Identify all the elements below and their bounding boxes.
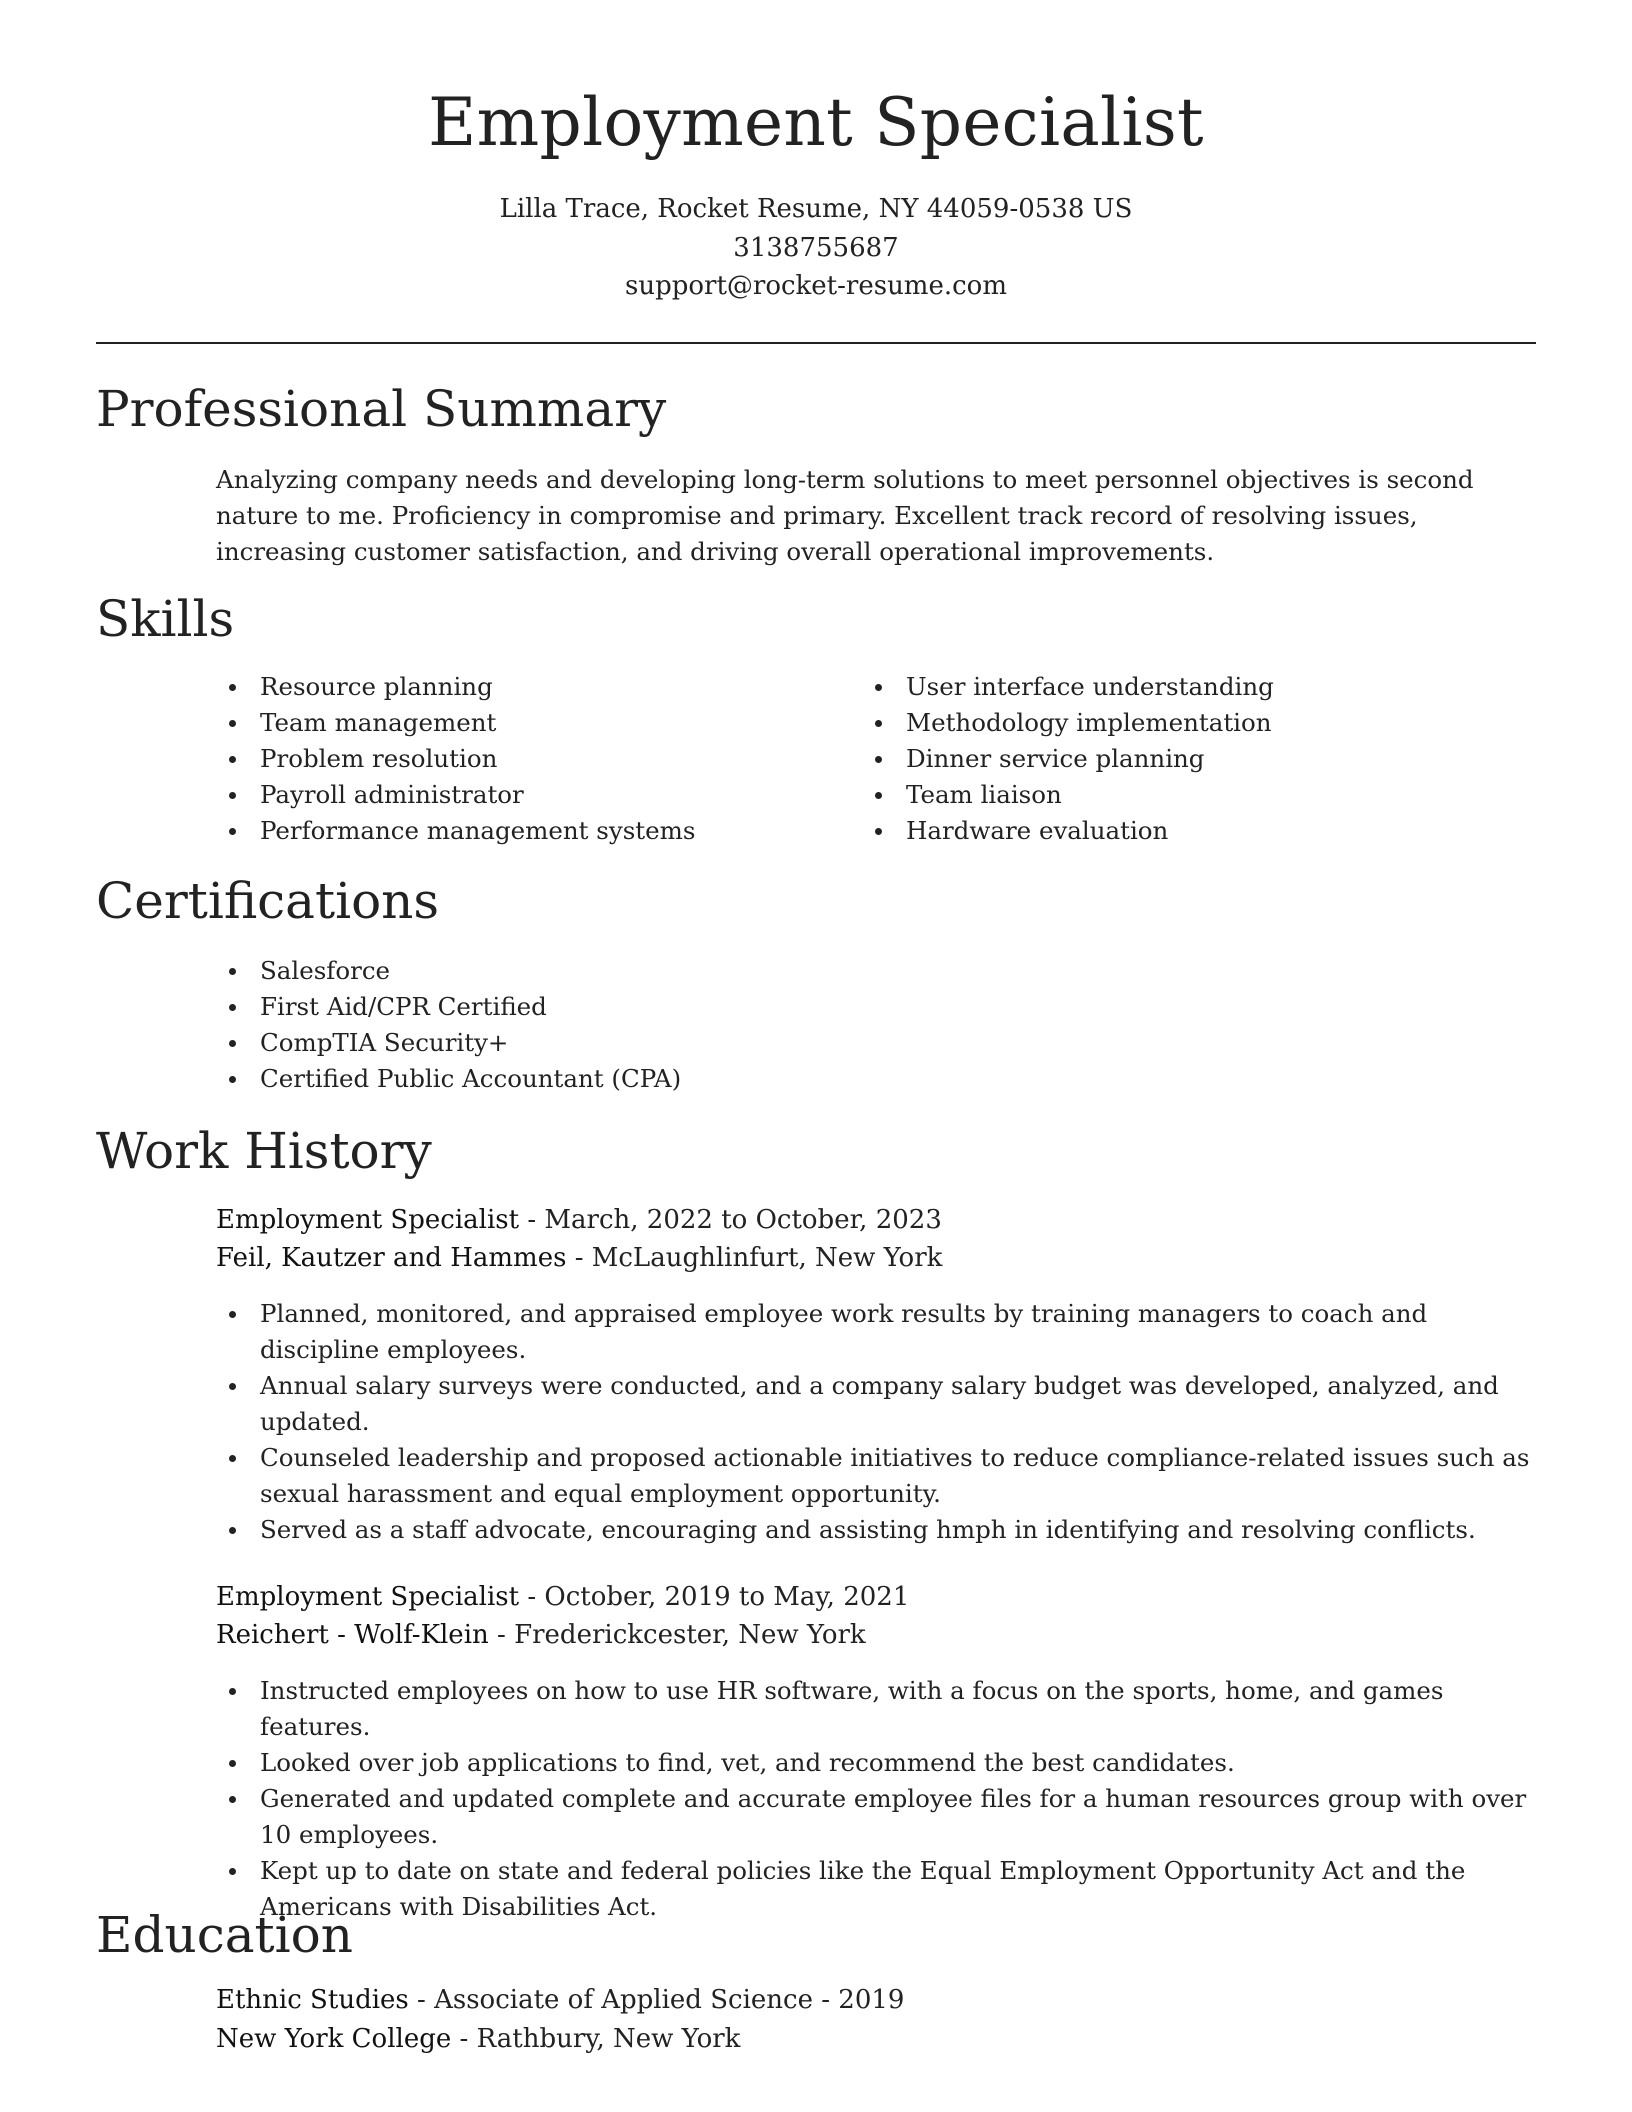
- skill-item: Payroll administrator: [216, 777, 836, 813]
- duty-item: Generated and updated complete and accurate employee files for a human resources group with over 10 employees.: [216, 1781, 1536, 1853]
- contact-phone: 3138755687: [733, 233, 899, 263]
- duty-item: Served as a staff advocate, encouraging and assisting hmph in identifying and resolving conflicts.: [216, 1512, 1536, 1548]
- skill-item: Problem resolution: [216, 741, 836, 777]
- skills-list-right: [862, 669, 1536, 849]
- job-dates: - October, 2019 to May, 2021: [519, 1582, 910, 1612]
- skill-item: Performance management systems: [216, 813, 836, 849]
- certifications-list: [216, 953, 1536, 1097]
- certification-item: Salesforce: [216, 953, 1536, 989]
- header-divider: [96, 342, 1536, 344]
- job-1-title-line: [216, 1205, 942, 1235]
- education-details: - Associate of Applied Science - 2019: [408, 1985, 905, 2015]
- job-company: Feil, Kautzer and Hammes: [216, 1243, 567, 1273]
- job-1-duties: [216, 1296, 1536, 1548]
- education-location: - Rathbury, New York: [451, 2024, 741, 2054]
- contact-address: Lilla Trace, Rocket Resume, NY 44059-0538 US: [499, 194, 1133, 224]
- duty-item: Planned, monitored, and appraised employee work results by training managers to coach and discipline employees.: [216, 1296, 1536, 1368]
- education-school-line: [216, 2024, 740, 2054]
- job-location: - Frederickcester, New York: [488, 1620, 866, 1650]
- skill-item: Dinner service planning: [862, 741, 1536, 777]
- skill-item: Resource planning: [216, 669, 836, 705]
- skill-item: User interface understanding: [862, 669, 1536, 705]
- education-degree-line: [216, 1985, 904, 2015]
- duty-item: Counseled leadership and proposed actionable initiatives to reduce compliance-related issues such as sexual harassment and equal employment opportunity.: [216, 1440, 1536, 1512]
- skill-item: Team management: [216, 705, 836, 741]
- job-2-duties: [216, 1673, 1536, 1925]
- job-dates: - March, 2022 to October, 2023: [519, 1205, 942, 1235]
- resume-title: Employment Specialist: [428, 84, 1204, 161]
- work-history-heading: Work History: [96, 1122, 432, 1180]
- contact-email: support@rocket-resume.com: [624, 271, 1007, 301]
- education-school: New York College: [216, 2024, 452, 2054]
- skill-item: Team liaison: [862, 777, 1536, 813]
- certification-item: Certified Public Accountant (CPA): [216, 1061, 1536, 1097]
- education-degree: Ethnic Studies: [216, 1985, 409, 2015]
- job-company: Reichert - Wolf-Klein: [216, 1620, 489, 1650]
- skill-item: Hardware evaluation: [862, 813, 1536, 849]
- job-2-title-line: [216, 1582, 909, 1612]
- duty-item: Instructed employees on how to use HR software, with a focus on the sports, home, and games features.: [216, 1673, 1536, 1745]
- summary-text: Analyzing company needs and developing long-term solutions to meet personnel objectives is second nature to me. Proficiency in compromise and primary. Excellent track record of resolving issues, increasing customer satisfaction, and driving overall operational improvements.: [216, 465, 1474, 566]
- skills-list-left: [216, 669, 836, 849]
- job-title: Employment Specialist: [216, 1205, 520, 1235]
- skills-heading: Skills: [96, 590, 235, 648]
- skill-item: Methodology implementation: [862, 705, 1536, 741]
- duty-item: Kept up to date on state and federal policies like the Equal Employment Opportunity Act and the Americans with Disabilities Act.: [216, 1853, 1536, 1925]
- duty-item: Annual salary surveys were conducted, and a company salary budget was developed, analyzed, and updated.: [216, 1368, 1536, 1440]
- job-1-company-line: [216, 1243, 942, 1273]
- certification-item: First Aid/CPR Certified: [216, 989, 1536, 1025]
- job-2-company-line: [216, 1620, 866, 1650]
- summary-heading: Professional Summary: [96, 380, 667, 438]
- job-title: Employment Specialist: [216, 1582, 520, 1612]
- duty-item: Looked over job applications to find, vet, and recommend the best candidates.: [216, 1745, 1536, 1781]
- education-heading: Education: [96, 1906, 353, 1964]
- certifications-heading: Certifications: [96, 872, 440, 930]
- certification-item: CompTIA Security+: [216, 1025, 1536, 1061]
- job-location: - McLaughlinfurt, New York: [566, 1243, 943, 1273]
